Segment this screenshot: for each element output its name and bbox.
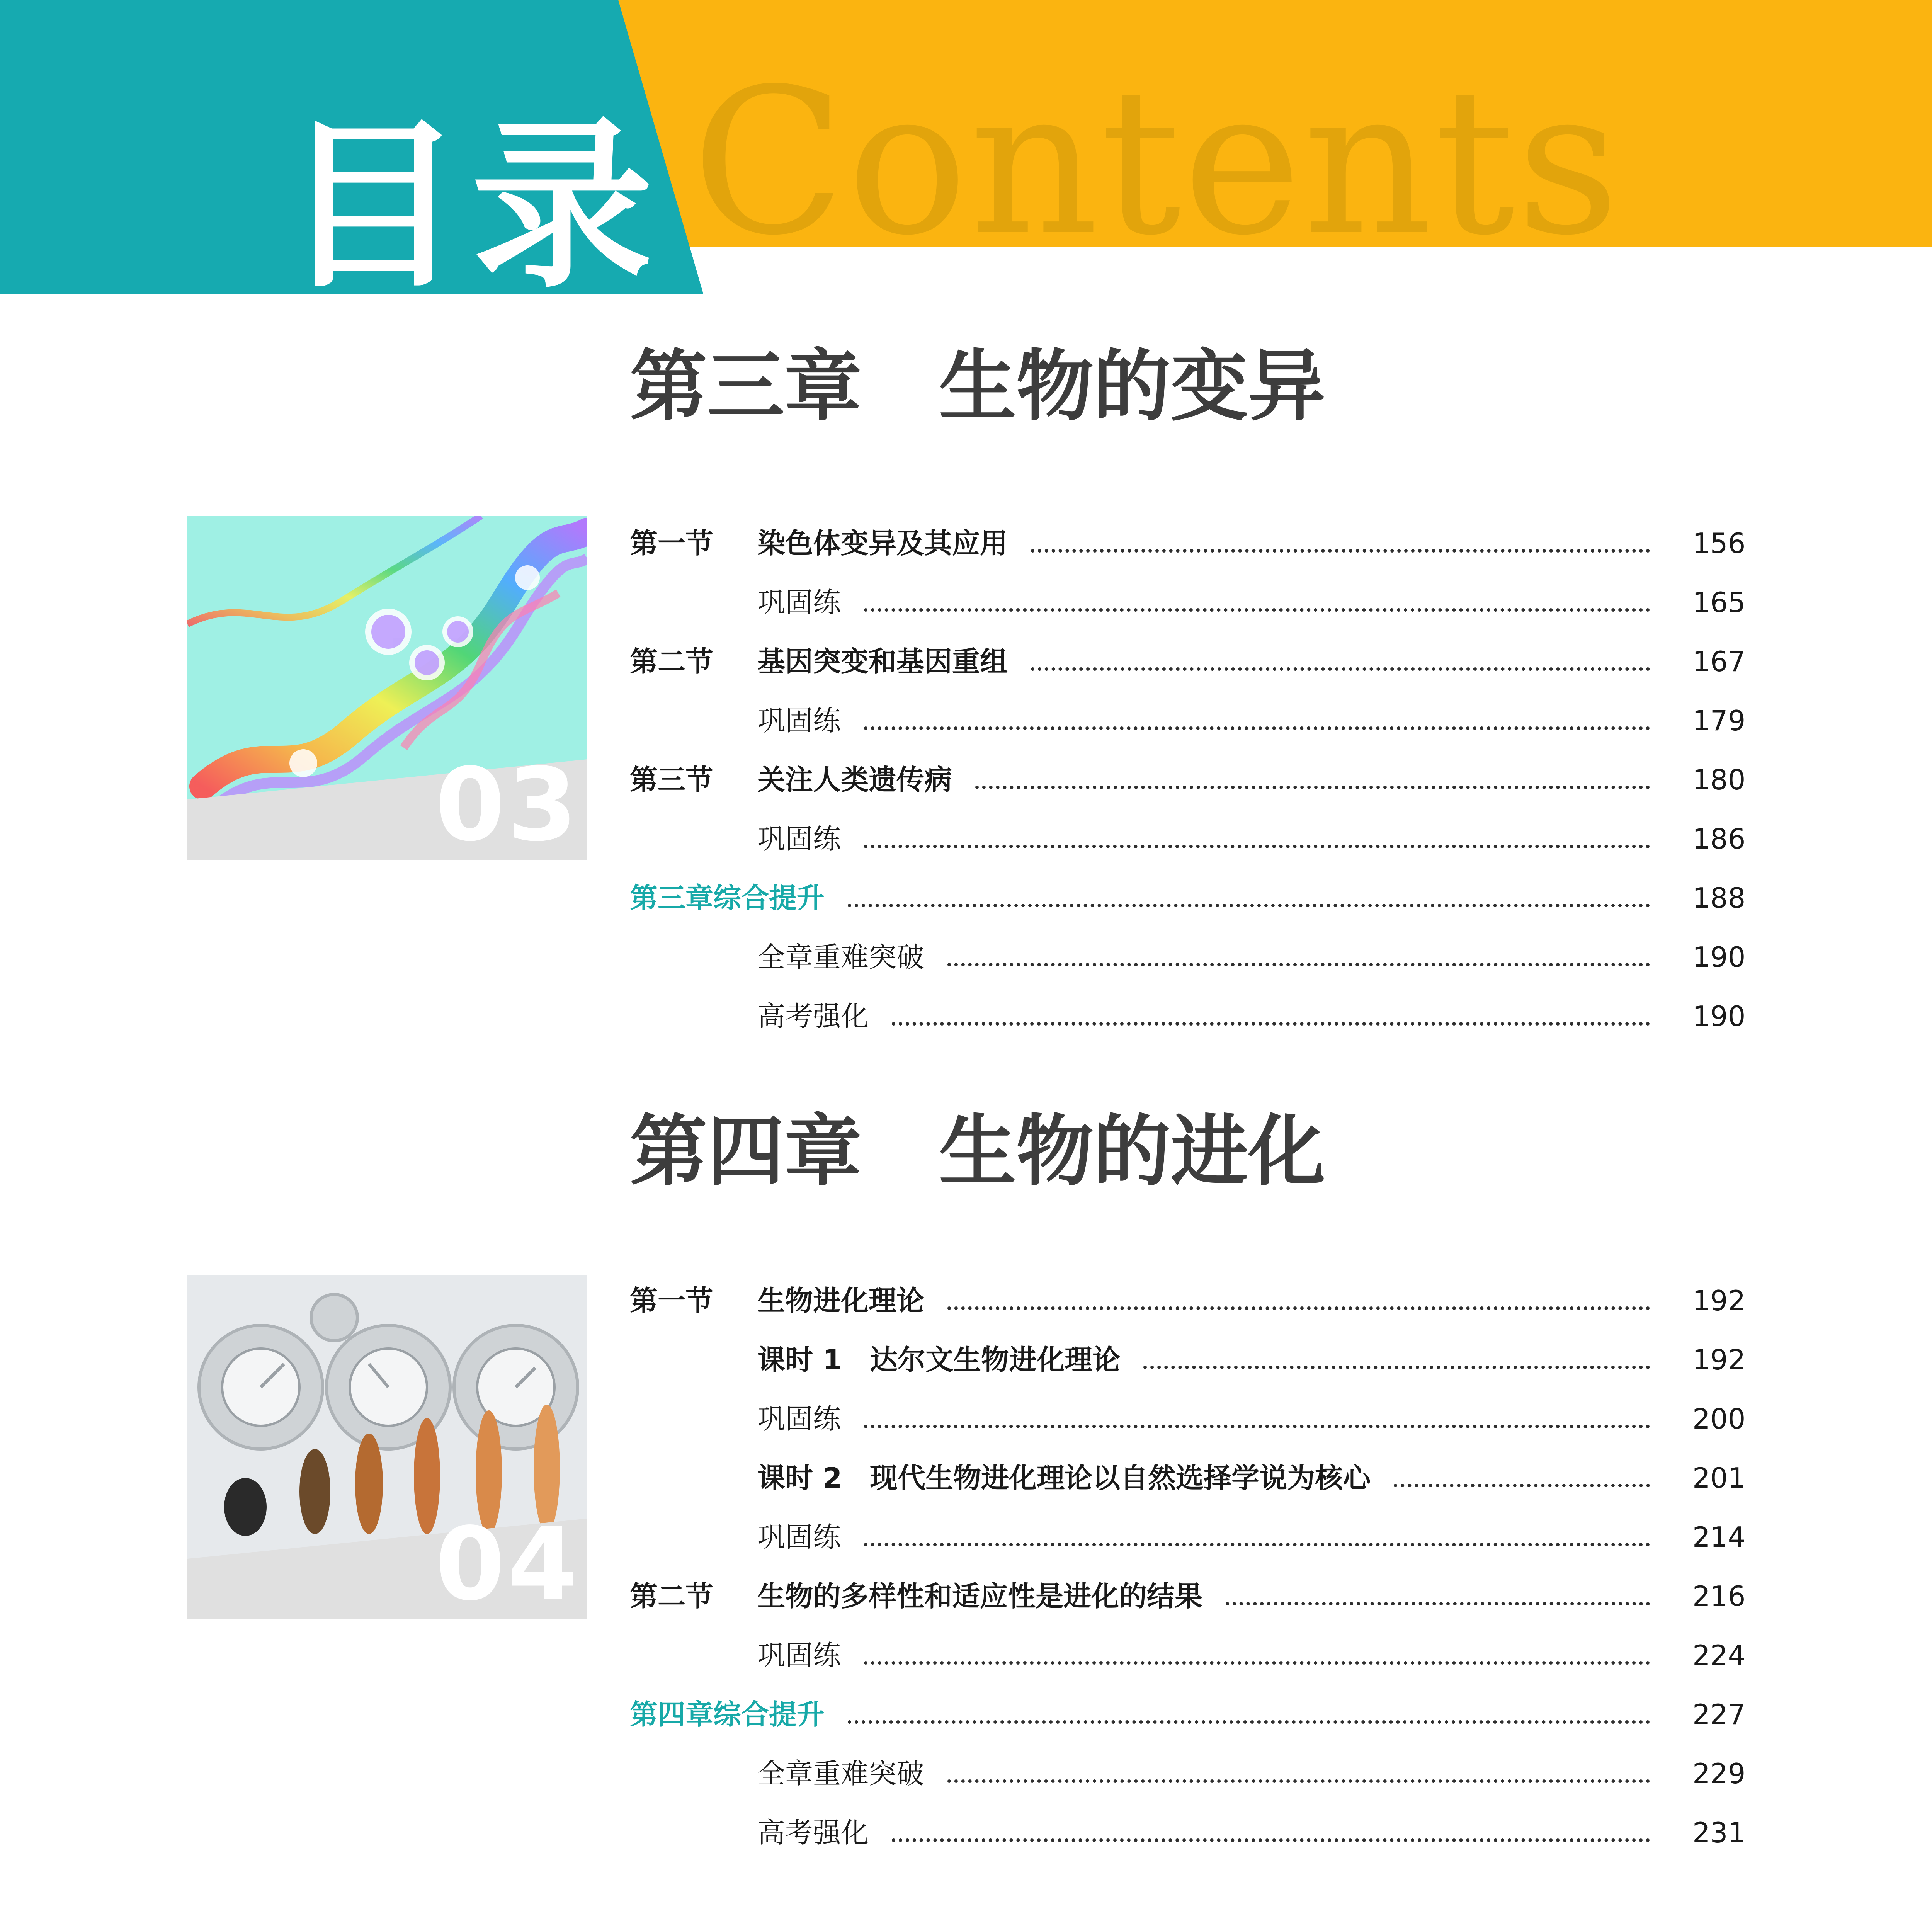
toc-chapter-summary: 第三章综合提升 — [630, 884, 830, 912]
toc-page-number: 231 — [1692, 1816, 1746, 1849]
toc-entry[interactable] — [0, 869, 1932, 915]
toc-entry[interactable] — [0, 514, 1932, 560]
chapter-3-image — [187, 516, 587, 860]
toc-entry-title: 巩固练 — [757, 1641, 846, 1669]
toc-page-number: 216 — [1692, 1580, 1746, 1612]
toc-entry-title: 巩固练 — [757, 825, 846, 853]
toc-entry[interactable] — [0, 987, 1932, 1033]
toc-leader-dots — [892, 1838, 1650, 1842]
toc-entry[interactable] — [0, 1271, 1932, 1318]
toc-section-number: 第一节 — [630, 527, 714, 560]
toc-leader-dots — [864, 845, 1650, 848]
chapter-4-badge: 04 — [435, 1506, 580, 1619]
chapter-4-title: 第四章 生物的进化 — [630, 1106, 1326, 1197]
toc-page-number: 227 — [1692, 1698, 1746, 1731]
toc-entry[interactable] — [0, 1803, 1932, 1850]
toc-section-number: 第二节 — [630, 1580, 714, 1612]
toc-page-number: 186 — [1692, 823, 1746, 855]
toc-page-number: 190 — [1692, 1000, 1746, 1032]
toc-page-number: 165 — [1692, 586, 1746, 619]
toc-leader-dots — [1143, 1366, 1650, 1369]
toc-entry[interactable] — [0, 1744, 1932, 1791]
toc-entry-title: 全章重难突破 — [757, 1760, 930, 1787]
toc-page-number: 229 — [1692, 1757, 1746, 1790]
page-title: 目录 — [282, 101, 661, 312]
toc-entry-title: 染色体变异及其应用 — [757, 529, 1013, 557]
toc-leader-dots — [1394, 1484, 1650, 1487]
toc-entry-title: 基因突变和基因重组 — [757, 648, 1013, 675]
toc-entry[interactable] — [0, 1508, 1932, 1554]
toc-entry-title: 巩固练 — [757, 707, 846, 735]
toc-section-number: 第三节 — [630, 764, 714, 796]
toc-entry[interactable] — [0, 750, 1932, 797]
toc-entry-title: 课时 1 达尔文生物进化理论 — [757, 1346, 1126, 1374]
toc-page-number: 180 — [1692, 764, 1746, 796]
toc-chapter-summary: 第四章综合提升 — [630, 1701, 830, 1728]
toc-entry-title: 关注人类遗传病 — [757, 766, 957, 794]
toc-entry[interactable] — [0, 928, 1932, 974]
toc-entry[interactable] — [0, 1567, 1932, 1613]
toc-page-number: 214 — [1692, 1521, 1746, 1553]
toc-entry[interactable] — [0, 632, 1932, 679]
toc-leader-dots — [975, 786, 1650, 789]
toc-leader-dots — [864, 1661, 1650, 1665]
toc-entry-title: 高考强化 — [757, 1002, 874, 1030]
toc-entry-title: 巩固练 — [757, 1523, 846, 1551]
chapter-3-badge: 03 — [435, 747, 580, 860]
toc-leader-dots — [947, 963, 1650, 966]
toc-section-number: 第二节 — [630, 645, 714, 678]
toc-leader-dots — [864, 1425, 1650, 1428]
toc-page-number: 190 — [1692, 941, 1746, 973]
toc-leader-dots — [848, 904, 1650, 907]
toc-leader-dots — [864, 1543, 1650, 1546]
toc-page-number: 179 — [1692, 704, 1746, 737]
toc-leader-dots — [1031, 667, 1650, 671]
toc-entry-title: 课时 2 现代生物进化理论以自然选择学说为核心 — [757, 1464, 1376, 1492]
toc-entry[interactable] — [0, 810, 1932, 856]
toc-leader-dots — [892, 1022, 1650, 1026]
toc-leader-dots — [1226, 1602, 1650, 1605]
toc-leader-dots — [1031, 549, 1650, 553]
toc-entry[interactable] — [0, 1330, 1932, 1377]
toc-page-number: 201 — [1692, 1462, 1746, 1494]
toc-leader-dots — [848, 1720, 1650, 1724]
toc-entry-title: 巩固练 — [757, 1405, 846, 1433]
toc-page-number: 156 — [1692, 527, 1746, 560]
toc-page-number: 188 — [1692, 882, 1746, 914]
toc-page-number: 200 — [1692, 1403, 1746, 1435]
toc-entry[interactable] — [0, 1449, 1932, 1495]
toc-page-number: 224 — [1692, 1639, 1746, 1672]
toc-section-number: 第一节 — [630, 1284, 714, 1317]
toc-entry[interactable] — [0, 1626, 1932, 1672]
toc-entry-title: 高考强化 — [757, 1819, 874, 1847]
toc-entry-title: 生物进化理论 — [757, 1287, 930, 1315]
toc-entry[interactable] — [0, 691, 1932, 738]
toc-entry[interactable] — [0, 573, 1932, 619]
toc-page-number: 167 — [1692, 645, 1746, 678]
toc-page-number: 192 — [1692, 1344, 1746, 1376]
toc-page-number: 192 — [1692, 1284, 1746, 1317]
toc-entry-title: 全章重难突破 — [757, 943, 930, 971]
toc-leader-dots — [947, 1779, 1650, 1783]
header-subtitle: Contents — [692, 45, 1621, 279]
toc-leader-dots — [947, 1306, 1650, 1310]
toc-leader-dots — [864, 726, 1650, 730]
toc-entry[interactable] — [0, 1389, 1932, 1436]
toc-entry-title: 生物的多样性和适应性是进化的结果 — [757, 1582, 1208, 1610]
chapter-3-title: 第三章 生物的变异 — [630, 341, 1326, 432]
toc-entry-title: 巩固练 — [757, 588, 846, 616]
toc-entry[interactable] — [0, 1685, 1932, 1731]
toc-leader-dots — [864, 608, 1650, 612]
